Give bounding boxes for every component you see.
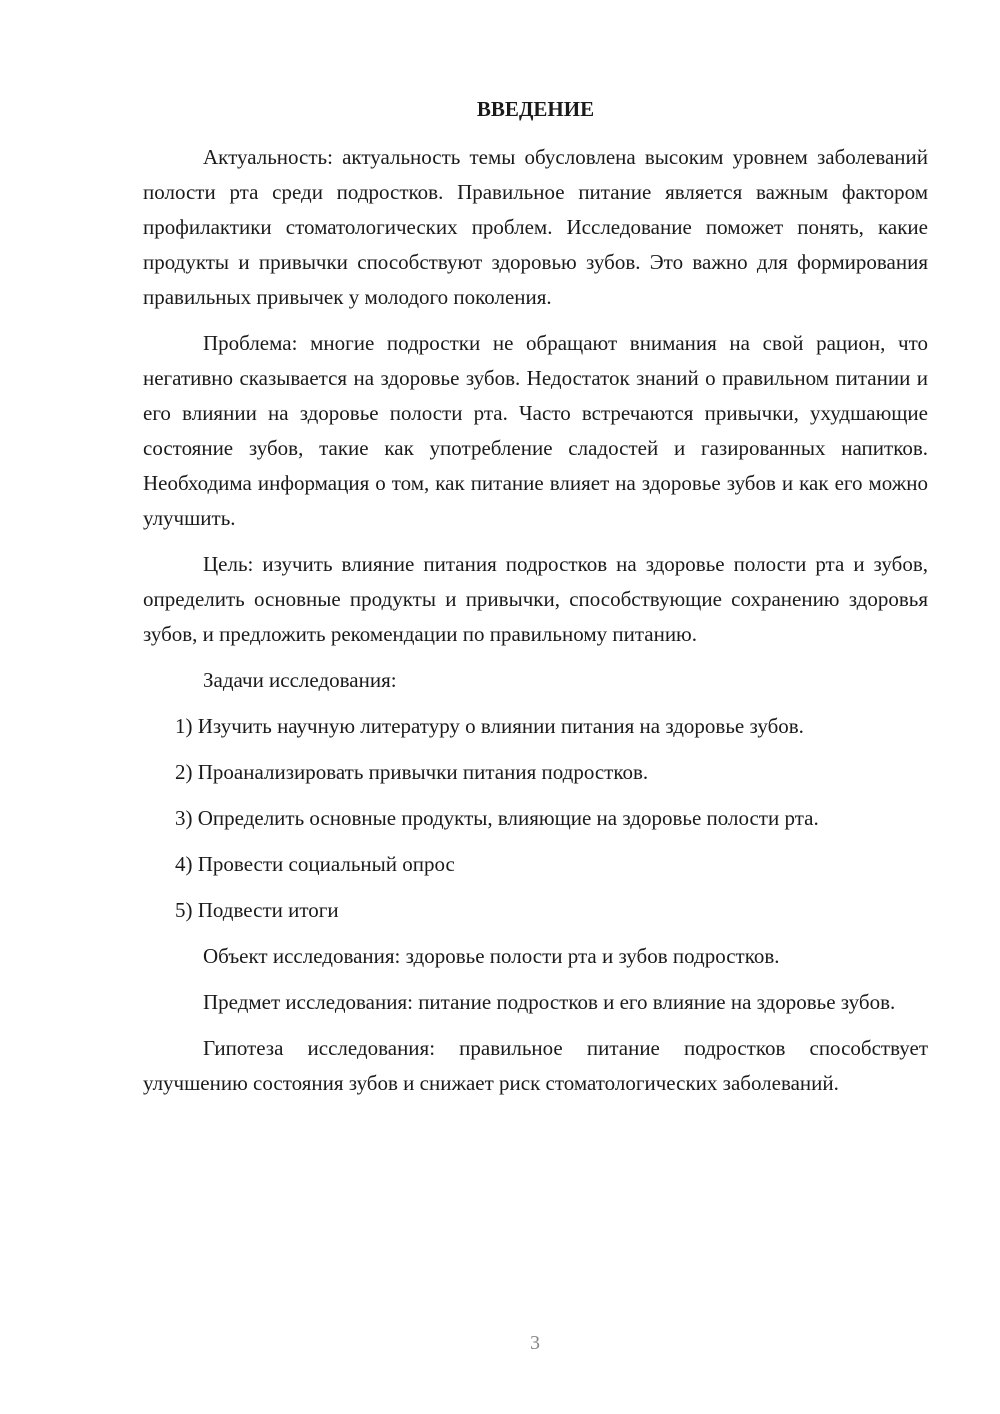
relevance-paragraph: Актуальность: актуальность темы обусловлена высоким уровнем заболеваний полости рта среди подростков. Правильное питание является важным фактором профилактики стоматологических проблем. Исследование поможет понять, какие продукты и привычки способствуют здоровью зубов. Это важно для формирования правильных привычек у молодого поколения. <box>143 145 928 309</box>
object-paragraph: Объект исследования: здоровье полости рта и зубов подростков. <box>203 944 780 968</box>
section-title: ВВЕДЕНИЕ <box>476 97 595 121</box>
hypothesis-paragraph: Гипотеза исследования: правильное питание подростков способствует улучшению состояния зубов и снижает риск стоматологических заболеваний. <box>143 1036 928 1095</box>
task-item: 5) Подвести итоги <box>175 898 339 922</box>
task-item: 4) Провести социальный опрос <box>175 852 455 876</box>
problem-paragraph: Проблема: многие подростки не обращают внимания на свой рацион, что негативно сказывается на здоровье зубов. Недостаток знаний о правильном питании и его влиянии на здоровье полости рта. Часто встречаются привычки, ухудшающие состояние зубов, такие как употребление сладостей и газированных напитков. Необходима информация о том, как питание влияет на здоровье зубов и как его можно улучшить. <box>143 331 928 530</box>
tasks-heading: Задачи исследования: <box>203 668 397 692</box>
document-page <box>143 92 928 1112</box>
task-item: 3) Определить основные продукты, влияющие на здоровье полости рта. <box>175 806 819 830</box>
task-item: 2) Проанализировать привычки питания подростков. <box>175 760 649 784</box>
page-number: 3 <box>530 1332 540 1354</box>
task-item: 1) Изучить научную литературу о влиянии питания на здоровье зубов. <box>175 714 804 738</box>
subject-paragraph: Предмет исследования: питание подростков и его влияние на здоровье зубов. <box>203 990 896 1014</box>
goal-paragraph: Цель: изучить влияние питания подростков на здоровье полости рта и зубов, определить основные продукты и привычки, способствующие сохранению здоровья зубов, и предложить рекомендации по правильному питанию. <box>143 552 928 646</box>
